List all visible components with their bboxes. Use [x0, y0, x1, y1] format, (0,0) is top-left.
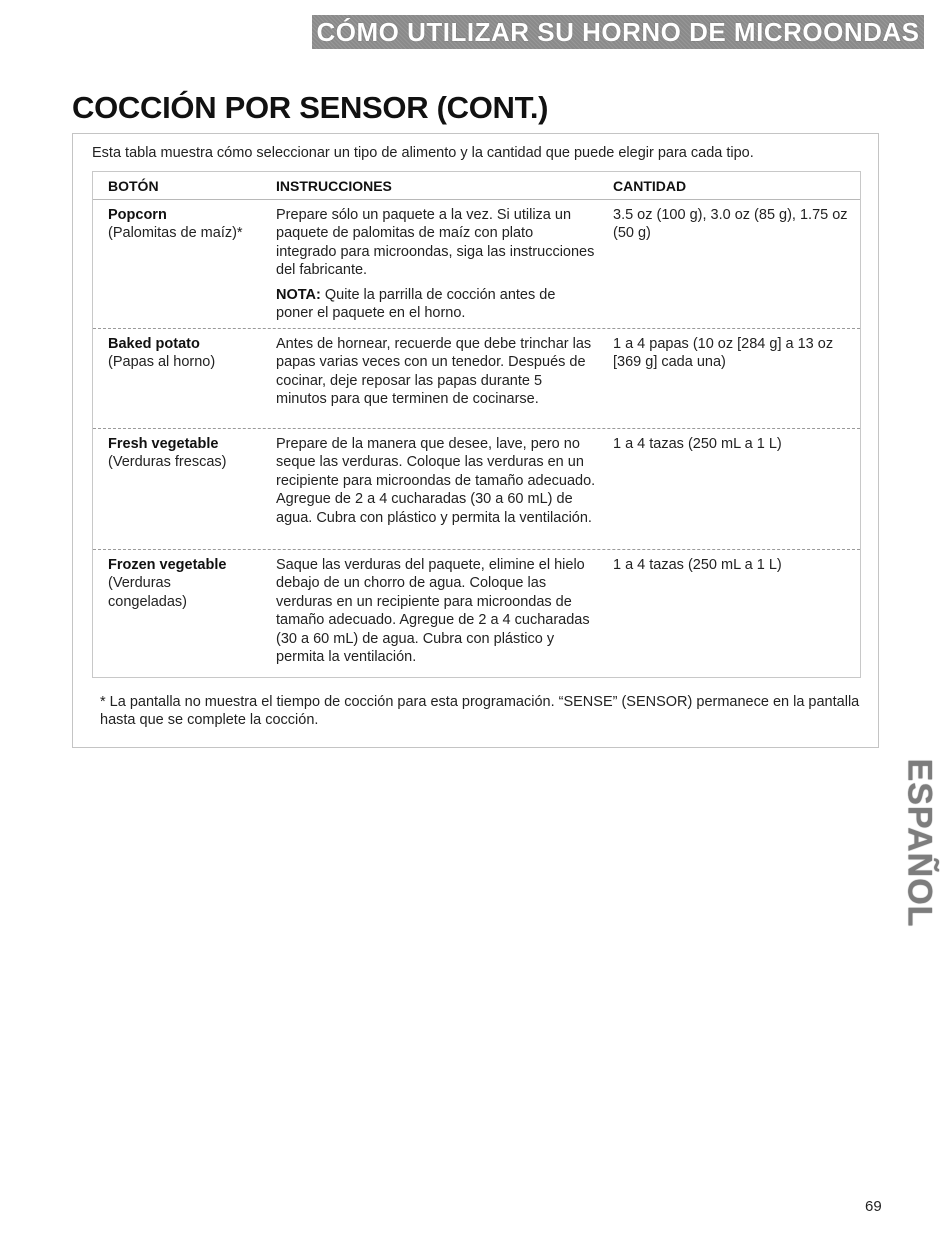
instructions-cell [276, 556, 596, 666]
amount-text: 1 a 4 papas (10 oz [284 g] a 13 oz [369 g] cada una) [613, 336, 834, 371]
instructions-cell [276, 206, 596, 322]
amount-cell [613, 335, 838, 372]
table-row-baked-potato [93, 329, 860, 429]
footnote: * La pantalla no muestra el tiempo de cocción para esta programación. “SENSE” (SENSOR) permanece en la pantalla hasta que se complete la cocción. [100, 694, 860, 729]
instructions-text: Saque las verduras del paquete, elimine el hielo debajo de un chorro de agua. Coloque las verduras en un recipiente para microondas de tamaño adecuado. Agregue de 2 a 4 cucharadas (30 a 60 mL) de agua. Cubra con plástico y permita la ventilación. [276, 557, 590, 666]
button-subtitle: (Palomitas de maíz)* [108, 225, 243, 242]
button-cell [108, 335, 273, 372]
instructions-text: Prepare de la manera que desee, lave, pero no seque las verduras. Coloque las verduras en un recipiente para microondas de tamaño adecuado. Agregue de 2 a 4 cucharadas (30 a 60 mL) de agua. Cubra con plástico y permita la ventilación. [276, 436, 596, 526]
amount-text: 3.5 oz (100 g), 3.0 oz (85 g), 1.75 oz (50 g) [613, 207, 848, 242]
table-header [93, 172, 860, 200]
button-subtitle: (Verduras congeladas) [108, 575, 187, 610]
intro-text: Esta tabla muestra cómo seleccionar un tipo de alimento y la cantidad que puede elegir para cada tipo. [92, 145, 754, 161]
amount-text: 1 a 4 tazas (250 mL a 1 L) [613, 436, 782, 452]
page-number: 69 [865, 1198, 882, 1215]
amount-text: 1 a 4 tazas (250 mL a 1 L) [613, 557, 782, 573]
button-name: Popcorn [108, 207, 167, 223]
table-row-popcorn [93, 200, 860, 329]
instructions-text: Prepare sólo un paquete a la vez. Si utiliza un paquete de palomitas de maíz con plato integrado para microondas, siga las instrucciones del fabricante. [276, 207, 595, 279]
note-body: Quite la parrilla de cocción antes de poner el paquete en el horno. [276, 286, 556, 322]
button-cell [108, 556, 258, 611]
header-cantidad: CANTIDAD [613, 178, 687, 194]
button-subtitle: (Verduras frescas) [108, 454, 227, 471]
amount-cell [613, 435, 853, 453]
button-cell [108, 206, 273, 243]
table-row-frozen-vegetable [93, 550, 860, 678]
page-title: COCCIÓN POR SENSOR (CONT.) [72, 90, 549, 125]
instructions-cell [276, 335, 596, 409]
button-name: Fresh vegetable [108, 436, 219, 452]
section-banner [312, 15, 924, 49]
note-text [276, 286, 596, 323]
language-side-tab [900, 745, 938, 940]
amount-cell [613, 556, 853, 574]
button-name: Baked potato [108, 336, 200, 352]
button-name: Frozen vegetable [108, 557, 227, 573]
note-label: NOTA: [276, 286, 321, 303]
instructions-cell [276, 435, 596, 527]
language-label: ESPAÑOL [900, 758, 939, 927]
instructions-text: Antes de hornear, recuerde que debe trinchar las papas varias veces con un tenedor. Después de cocinar, deje reposar las papas durante 5 minutos para que terminen de cocinarse. [276, 336, 592, 408]
table-row-fresh-vegetable [93, 429, 860, 550]
amount-cell [613, 206, 853, 243]
button-cell [108, 435, 273, 472]
sensor-table [92, 171, 861, 678]
header-boton: BOTÓN [108, 178, 159, 194]
banner-title: CÓMO UTILIZAR SU HORNO DE MICROONDAS [316, 16, 920, 47]
button-subtitle: (Papas al horno) [108, 354, 216, 371]
header-instrucciones: INSTRUCCIONES [276, 178, 392, 194]
